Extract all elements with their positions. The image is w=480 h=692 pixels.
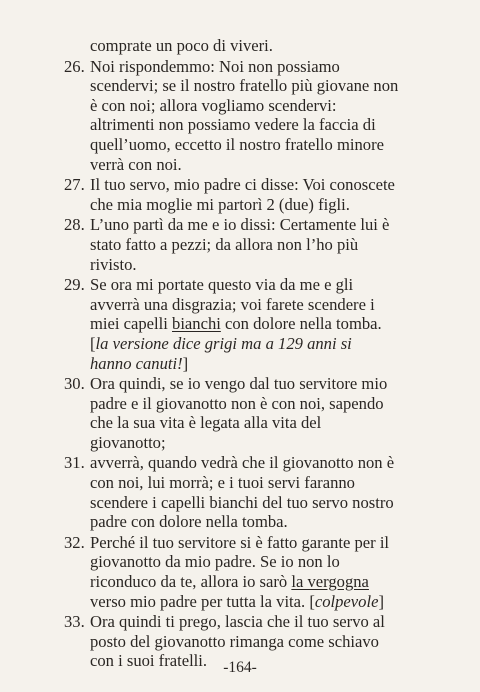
text-segment: con dolore nella tomba.: [220, 314, 382, 334]
text-line: verrà con noi.: [90, 154, 182, 174]
editorial-note: [90, 354, 420, 374]
text-line: padre con dolore nella tomba.: [90, 512, 288, 532]
note-text: colpevole: [314, 591, 379, 611]
verse-text: [90, 175, 420, 214]
verse-number: 33.: [64, 612, 85, 632]
text-line: [90, 592, 420, 612]
verse-text: [90, 374, 420, 452]
verse-number: 26.: [64, 56, 85, 76]
verse-text: [90, 57, 420, 175]
note-text: hanno canuti!: [90, 353, 183, 373]
note-text: la versione dice grigi ma a 129 anni si: [95, 333, 352, 353]
continuation-text: [64, 36, 420, 56]
text-line: [90, 314, 420, 334]
text-line: che la sua vita è legata alla vita del: [90, 413, 322, 433]
verse-26: [64, 57, 420, 175]
bracket-close: ]: [378, 591, 384, 611]
bracket-close: ]: [182, 353, 189, 373]
verse-number: 28.: [64, 215, 85, 235]
verse-number: 31.: [64, 453, 85, 473]
text-line: Il tuo servo, mio padre ci disse: Voi conoscete: [90, 175, 395, 195]
verse-text: [90, 533, 420, 611]
text-line: L’uno partì da me e io dissi: Certamente lui è: [90, 215, 390, 235]
text-line: con noi, lui morrà; e i tuoi servi faranno: [90, 473, 355, 493]
text-line: Noi rispondemmo: Noi non possiamo: [90, 56, 340, 76]
text-line: padre e il giovanotto non è con noi, sapendo: [90, 393, 384, 413]
text-segment: riconduco da te, allora io sarò: [90, 572, 292, 592]
text-line: rivisto.: [90, 254, 137, 274]
text-line: Perché il tuo servitore si è fatto garante per il: [90, 532, 390, 552]
verse-number: 32.: [64, 532, 85, 552]
text-line: posto del giovanotto rimanga come schiavo: [90, 631, 379, 651]
text-line: scendere i capelli bianchi del tuo servo nostro: [90, 492, 394, 512]
text-line: [90, 572, 420, 592]
text-line: avverrà, quando vedrà che il giovanotto non è: [90, 453, 395, 473]
verse-32: [64, 533, 420, 611]
verse-27: [64, 175, 420, 214]
underlined-phrase: la vergogna: [291, 572, 369, 592]
verse-29: [64, 275, 420, 373]
text-line: Se ora mi portate questo via da me e gli: [90, 275, 354, 295]
text-line: comprate un poco di viveri.: [90, 36, 273, 55]
text-line: quell’uomo, eccetto il nostro fratello minore: [90, 134, 384, 154]
underlined-word: bianchi: [172, 314, 221, 334]
text-line: Ora quindi ti prego, lascia che il tuo servo al: [90, 612, 385, 632]
text-line: scendervi; se il nostro fratello più giovane non: [90, 76, 399, 96]
text-line: stato fatto a pezzi; da allora non l’ho più: [90, 234, 359, 254]
text-line: giovanotto;: [90, 432, 166, 452]
text-line: avverrà una disgrazia; voi farete scendere i: [90, 294, 375, 314]
editorial-note: [90, 334, 420, 354]
verse-text: [90, 275, 420, 373]
text-line: altrimenti non possiamo vedere la faccia di: [90, 115, 376, 135]
text-line: che mia moglie mi partorì 2 (due) figli.: [90, 194, 350, 214]
page-number: -164-: [223, 659, 257, 676]
verse-number: 27.: [64, 175, 85, 195]
text-segment: miei capelli: [90, 314, 173, 334]
verse-30: [64, 374, 420, 452]
text-line: Ora quindi, se io vengo dal tuo servitore mio: [90, 374, 388, 394]
verse-31: [64, 453, 420, 531]
verse-text: [90, 453, 420, 531]
text-line: giovanotto da mio padre. Se io non lo: [90, 552, 340, 572]
text-line: è con noi; allora vogliamo scendervi:: [90, 95, 337, 115]
verse-number: 30.: [64, 374, 85, 394]
verse-text: [90, 215, 420, 274]
text-segment: verso mio padre per tutta la vita. [: [90, 591, 315, 611]
verse-28: [64, 215, 420, 274]
text-line: con i suoi fratelli.: [90, 651, 208, 671]
verse-number: 29.: [64, 275, 85, 295]
bracket-open: [: [90, 333, 96, 353]
text-block: [64, 36, 420, 672]
